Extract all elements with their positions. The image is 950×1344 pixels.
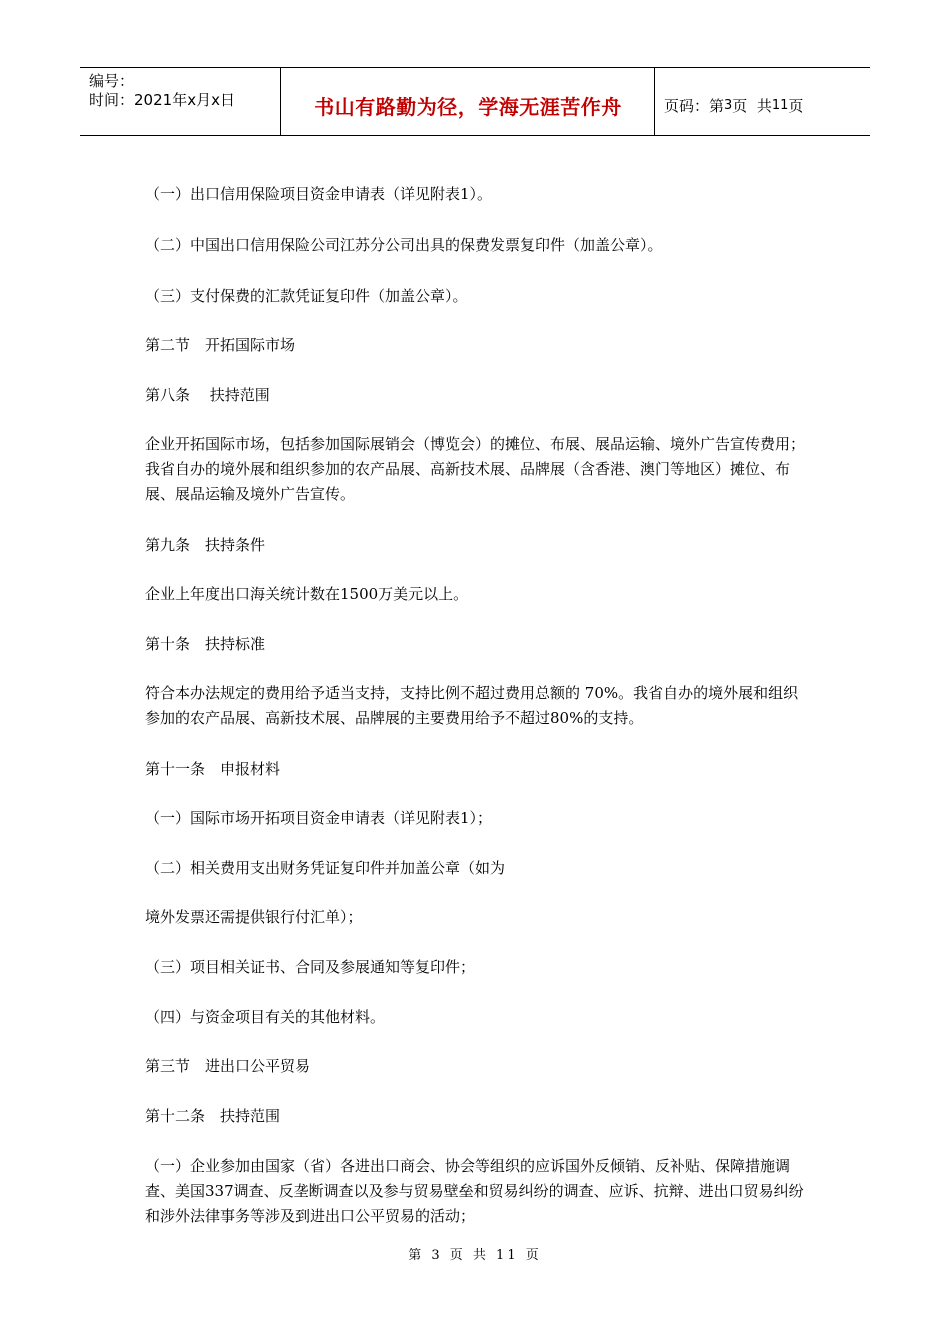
page-current: 3 [724, 98, 733, 113]
header-page-number [656, 68, 870, 135]
paragraph: （二）相关费用支出财务凭证复印件并加盖公章（如为 [145, 859, 506, 877]
article-heading: 第八条 扶持范围 [145, 386, 270, 404]
page-footer: 第 3 页 共 11 页 [408, 1248, 542, 1263]
number-label: 编号： [89, 72, 135, 90]
section-heading: 第二节 开拓国际市场 [145, 336, 296, 354]
article-heading: 第十二条 扶持范围 [145, 1107, 281, 1125]
time-line [89, 91, 280, 110]
paragraph: （一）企业参加由国家（省）各进出口商会、协会等组织的应诉国外反倾销、反补贴、保障措施调查、美国337调查、反垄断调查以及参与贸易壁垒和贸易纠纷的调查、应诉、抗辩、进出口贸易纠纷和涉外法律事务等涉及到进出口公平贸易的活动； [145, 1157, 804, 1225]
page-header [80, 67, 870, 136]
paragraph: 境外发票还需提供银行付汇单）； [145, 908, 363, 926]
page-prefix: 页码：第 [664, 97, 725, 115]
paragraph: （一）国际市场开拓项目资金申请表（详见附表1）； [145, 809, 493, 827]
paragraph: （一）出口信用保险项目资金申请表（详见附表1）。 [145, 185, 493, 203]
paragraph: 符合本办法规定的费用给予适当支持，支持比例不超过费用总额的 70%。我省自办的境外展和组织参加的农产品展、高新技术展、品牌展的主要费用给予不超过80%的支持。 [145, 684, 799, 727]
paragraph: 企业开拓国际市场，包括参加国际展销会（博览会）的摊位、布展、展品运输、境外广告宣传费用；我省自办的境外展和组织参加的农产品展、高新技术展、品牌展（含香港、澳门等地区）摊位、布展、展品运输及境外广告宣传。 [145, 435, 806, 503]
motto: 书山有路勤为径，学海无涯苦作舟 [314, 95, 622, 119]
header-meta [80, 68, 281, 135]
page-total: 11 [771, 98, 789, 113]
page-middle: 页 共 [732, 97, 772, 115]
article-heading: 第九条 扶持条件 [145, 536, 266, 554]
section-heading: 第三节 进出口公平贸易 [145, 1057, 311, 1075]
header-motto-cell [282, 68, 655, 135]
paragraph: （三）项目相关证书、合同及参展通知等复印件； [145, 958, 476, 976]
article-heading: 第十条 扶持标准 [145, 635, 266, 653]
paragraph: （二）中国出口信用保险公司江苏分公司出具的保费发票复印件（加盖公章）。 [145, 236, 663, 254]
article-heading: 第十一条 申报材料 [145, 760, 281, 778]
time-label: 时间： [89, 91, 135, 109]
paragraph: （三）支付保费的汇款凭证复印件（加盖公章）。 [145, 287, 468, 305]
paragraph: 企业上年度出口海关统计数在1500万美元以上。 [145, 585, 469, 603]
time-value: 2021年x月x日 [134, 91, 235, 109]
page-suffix: 页 [788, 97, 804, 115]
paragraph: （四）与资金项目有关的其他材料。 [145, 1008, 386, 1026]
